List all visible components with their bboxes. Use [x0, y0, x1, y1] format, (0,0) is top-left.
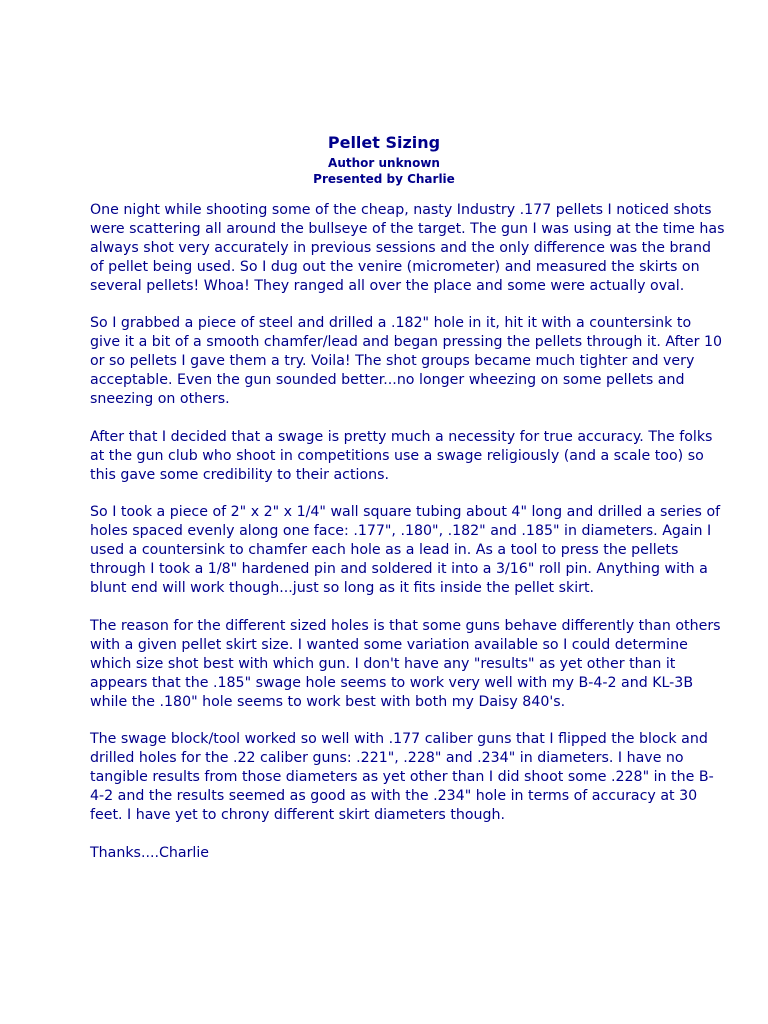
article-body	[90, 201, 725, 863]
paragraph: The swage block/tool worked so well with .177 caliber guns that I flipped the block and drilled holes for the .22 caliber guns: .221", .228" and .234" in diameters. I have no tangible results from those diameters as yet other than I did shoot some .228" in the B-4-2 and the results seemed as good as with the .234" hole in terms of accuracy at 30 feet. I have yet to chrony different skirt diameters though.	[90, 731, 714, 823]
article-header	[0, 131, 768, 187]
page-title: Pellet Sizing	[327, 133, 441, 152]
signature-line: Thanks....Charlie	[90, 844, 210, 861]
paragraph: The reason for the different sized holes is that some guns behave differently than others with a given pellet skirt size. I wanted some variation available so I could determine which size shot best with which gun. I don't have any "results" as yet other than it appears that the .185" swage hole seems to work very well with my B-4-2 and KL-3B while the .180" hole seems to work best with both my Daisy 840's.	[90, 617, 721, 710]
paragraph: One night while shooting some of the cheap, nasty Industry .177 pellets I noticed shots were scattering all around the bullseye of the target. The gun I was using at the time has always shot very accurately in previous sessions and the only difference was the brand of pellet being used. So I dug out the venire (micrometer) and measured the skirts on several pellets! Whoa! They ranged all over the place and some were actually oval.	[90, 202, 725, 294]
paragraph: So I took a piece of 2" x 2" x 1/4" wall square tubing about 4" long and drilled a series of holes spaced evenly along one face: .177", .180", .182" and .185" in diameters. Again I used a countersink to chamfer each hole as a lead in. As a tool to press the pellets through I took a 1/8" hardened pin and soldered it into a 3/16" roll pin. Anything with a blunt end will work though...just so long as it fits inside the pellet skirt.	[90, 504, 721, 597]
paragraph: After that I decided that a swage is pretty much a necessity for true accuracy. The folks at the gun club who shoot in competitions use a swage religiously (and a scale too) so this gave some credibility to their actions.	[90, 428, 713, 483]
paragraph: So I grabbed a piece of steel and drilled a .182" hole in it, hit it with a countersink to give it a bit of a smooth chamfer/lead and began pressing the pellets through it. After 10 or so pellets I gave them a try. Voila! The shot groups became much tighter and very acceptable. Even the gun sounded better...no longer wheezing on some pellets and sneezing on others.	[90, 315, 723, 408]
presenter-line: Presented by Charlie	[313, 172, 455, 186]
author-line: Author unknown	[328, 156, 440, 170]
